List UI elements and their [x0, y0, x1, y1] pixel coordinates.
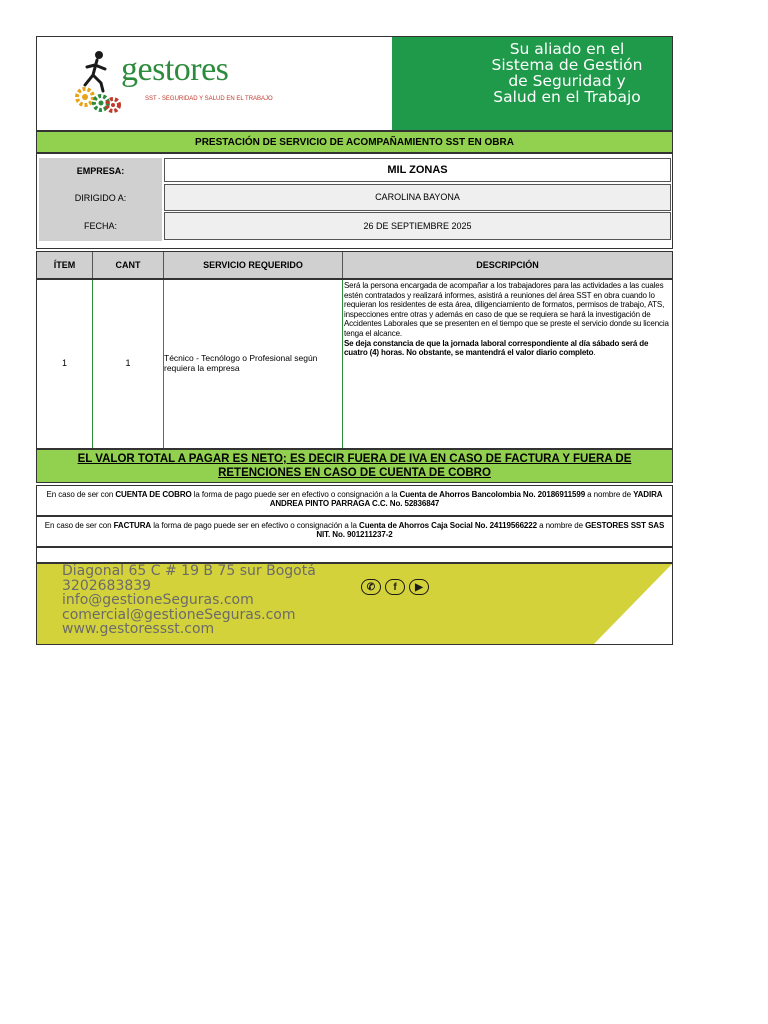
address-text: Diagonal 65 C # 19 B 75 sur Bogotá — [62, 563, 316, 579]
header-slogan — [472, 41, 662, 105]
payment-option-factura — [36, 516, 673, 547]
date-label: FECHA: — [39, 212, 162, 241]
description-bold-text: Se deja constancia de que la jornada laboral correspondiente al día sábado será de cuatro (4) horas. No obstante, se mantendrá el valor diario completo — [344, 338, 649, 358]
email-comercial-link[interactable]: comercial@gestioneSeguras.com — [62, 606, 296, 623]
column-header-service: SERVICIO REQUERIDO — [164, 252, 343, 278]
recipient-info — [36, 153, 673, 249]
payment-text: la forma de pago puede ser en efectivo o consignación a la — [191, 490, 400, 499]
bank-account: Cuenta de Ahorros Bancolombia No. 20186911599 — [399, 490, 586, 499]
payment-method: CUENTA DE COBRO — [115, 490, 192, 499]
description-end: . — [593, 348, 596, 358]
facebook-icon[interactable]: f — [385, 579, 405, 595]
gestores-logo — [73, 45, 273, 125]
account-holder: YADIRA ANDREA PINTO PARRAGA C.C. No. 52836847 — [269, 490, 663, 508]
email-info-link[interactable]: info@gestioneSeguras.com — [62, 592, 254, 609]
social-icons — [361, 579, 429, 595]
row-item: 1 — [61, 358, 67, 368]
blank-row — [36, 547, 673, 563]
column-header-description: DESCRIPCIÓN — [476, 260, 539, 270]
column-header-item: ÍTEM — [37, 252, 93, 278]
footer-white-wedge — [592, 564, 672, 645]
addressed-to-value: CAROLINA BAYONA — [164, 184, 671, 211]
payment-text: a nombre de — [536, 521, 586, 530]
company-label: EMPRESA: — [39, 158, 162, 184]
payment-method: FACTURA — [113, 521, 152, 530]
payment-text: a nombre de — [585, 490, 634, 499]
document-header — [36, 36, 673, 131]
slogan-line: de Seguridad y — [508, 72, 626, 90]
net-value-notice: EL VALOR TOTAL A PAGAR ES NETO; ES DECIR FUERA DE IVA EN CASO DE FACTURA Y FUERA DE RETENCIONES EN CASO DE CUENTA DE COBRO — [36, 449, 673, 483]
row-service: Técnico - Tecnólogo o Profesional según requiera la empresa — [164, 353, 318, 373]
payment-text: En caso de ser con — [44, 521, 114, 530]
payment-option-cuenta-cobro — [36, 485, 673, 516]
row-cant: 1 — [125, 358, 131, 368]
date-value: 26 DE SEPTIEMBRE 2025 — [164, 212, 671, 240]
addressed-to-label: DIRIGIDO A: — [39, 184, 162, 212]
document-footer — [36, 563, 673, 645]
website-link[interactable]: www.gestoressst.com — [62, 621, 215, 638]
account-holder: GESTORES SST SAS NIT. No. 901211237-2 — [316, 521, 665, 539]
whatsapp-icon[interactable]: ✆ — [361, 579, 381, 595]
row-description — [344, 281, 672, 358]
logo-tagline: SST - SEGURIDAD Y SALUD EN EL TRABAJO — [145, 96, 273, 102]
runner-gears-icon — [73, 45, 123, 115]
company-value: MIL ZONAS — [164, 158, 671, 182]
payment-text: En caso de ser con — [46, 490, 116, 499]
document-title: PRESTACIÓN DE SERVICIO DE ACOMPAÑAMIENTO SST EN OBRA — [36, 131, 673, 153]
payment-text: la forma de pago puede ser en efectivo o consignación a la — [151, 521, 360, 530]
phone-text: 3202683839 — [62, 577, 152, 594]
slogan-line: Salud en el Trabajo — [493, 88, 641, 106]
services-table-header — [36, 251, 673, 279]
bank-account: Cuenta de Ahorros Caja Social No. 24119566222 — [359, 521, 537, 530]
slogan-line: Sistema de Gestión — [491, 56, 643, 74]
column-divider — [342, 280, 343, 448]
youtube-icon[interactable]: ▶ — [409, 579, 429, 595]
logo-wordmark: gestores — [121, 51, 229, 88]
slogan-line: Su aliado en el — [509, 40, 625, 58]
table-row — [36, 279, 673, 449]
description-text: Será la persona encargada de acompañar a los trabajadores para las actividades a las cuales estén contratados y realizará informes, asistirá a reuniones del área SST en obra cuando lo requieran los residentes de esta área, diligenciamiento de formatos, permisos de trabajo, ATS, inspecciones entre otras y además en caso de que se requiera se hará la investigación de Accidentes Laborales que se presenten en el tiempo que se preste el servicio donde su licencia tenga el alcance. — [344, 281, 669, 338]
contact-info — [62, 564, 316, 637]
column-header-cant: CANT — [93, 252, 164, 278]
